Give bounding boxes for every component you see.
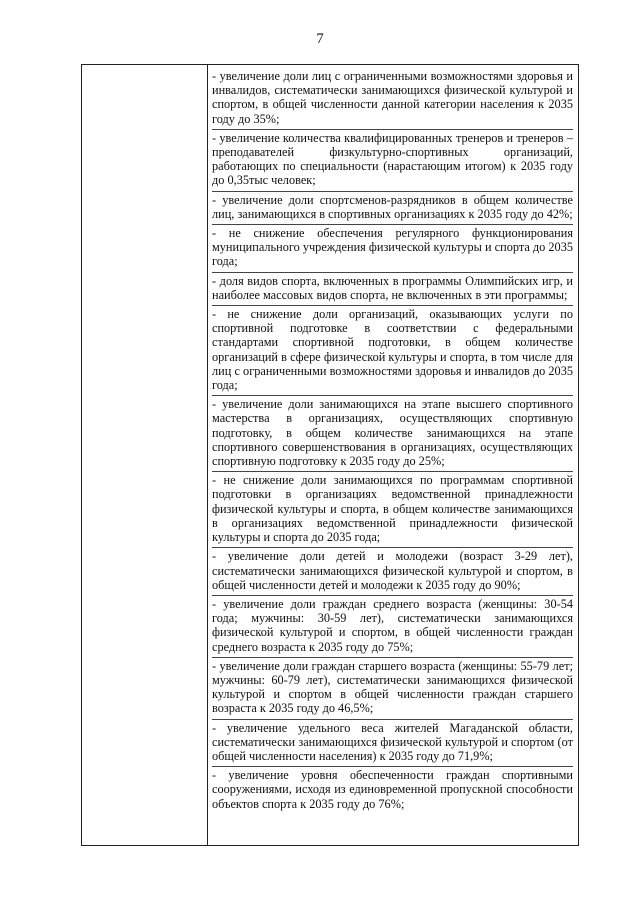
list-item: - увеличение количества квалифицированных тренеров и тренеров – преподавателей физкультурно-спортивных организаций, работающих по специальности (нарастающим итогом) к 2035 году до 0,35тыс человек; bbox=[212, 130, 573, 188]
list-item: - увеличение удельного веса жителей Магаданской области, систематически занимающихся физической культурой и спортом (от общей численности населения) к 2035 году до 71,9%; bbox=[212, 720, 573, 763]
table-right-cell bbox=[212, 69, 573, 811]
list-item: - увеличение доли занимающихся на этапе высшего спортивного мастерства в организациях, осуществляющих спортивную подготовку, в общем количестве занимающихся на этапе спортивного совершенствования в организациях, осуществляющих спортивную подготовку к 2035 году до 25%; bbox=[212, 397, 573, 469]
list-item: - увеличение доли лиц с ограниченными возможностями здоровья и инвалидов, систематически занимающихся физической культурой и спортом, в общей численности данной категории населения к 2035 году до 35%; bbox=[212, 69, 573, 126]
list-item: - не снижение обеспечения регулярного функционирования муниципального учреждения физической культуры и спорта до 2035 года; bbox=[212, 226, 573, 269]
page-number: 7 bbox=[316, 31, 324, 47]
list-item: - не снижение доли занимающихся по программам спортивной подготовки в организациях ведомственной принадлежности физической культуры и спорта, в общем количестве занимающихся в организациях ведомственной принадлежности физической культуры и спорта до 2035 года; bbox=[212, 473, 573, 545]
column-divider bbox=[207, 65, 208, 845]
list-item: - увеличение доли детей и молодежи (возраст 3-29 лет), систематически занимающихся физической культурой и спортом, в общей численности детей и молодежи к 2035 году до 90%; bbox=[212, 549, 573, 592]
list-item: - увеличение доли граждан среднего возраста (женщины: 30-54 года; мужчины: 30-59 лет), систематически занимающихся физической культурой и спортом, в общей численности граждан среднего возраста к 2035 году до 75%; bbox=[212, 596, 573, 654]
list-item: - увеличение доли граждан старшего возраста (женщины: 55-79 лет; мужчины: 60-79 лет), систематически занимающихся физической культурой и спортом в общей численности граждан старшего возраста к 2035 году до 46,5%; bbox=[212, 658, 573, 716]
list-item: - не снижение доли организаций, оказывающих услуги по спортивной подготовке в соответствии с федеральными стандартами спортивной подготовки, в общем количестве организаций в сфере физической культуры и спорта, в том числе для лиц с ограниченными возможностями здоровья и инвалидов до 2035 года; bbox=[212, 307, 573, 393]
list-item: - увеличение доли спортсменов-разрядников в общем количестве лиц, занимающихся в спортивных организациях к 2035 году до 42%; bbox=[212, 192, 573, 221]
indicators-table bbox=[81, 64, 579, 846]
list-item: - доля видов спорта, включенных в программы Олимпийских игр, и наиболее массовых видов спорта, не включенных в эти программы; bbox=[212, 273, 573, 302]
list-item: - увеличение уровня обеспеченности граждан спортивными сооружениями, исходя из единовременной пропускной способности объектов спорта к 2035 году до 76%; bbox=[212, 768, 573, 811]
table-left-cell bbox=[82, 65, 207, 845]
